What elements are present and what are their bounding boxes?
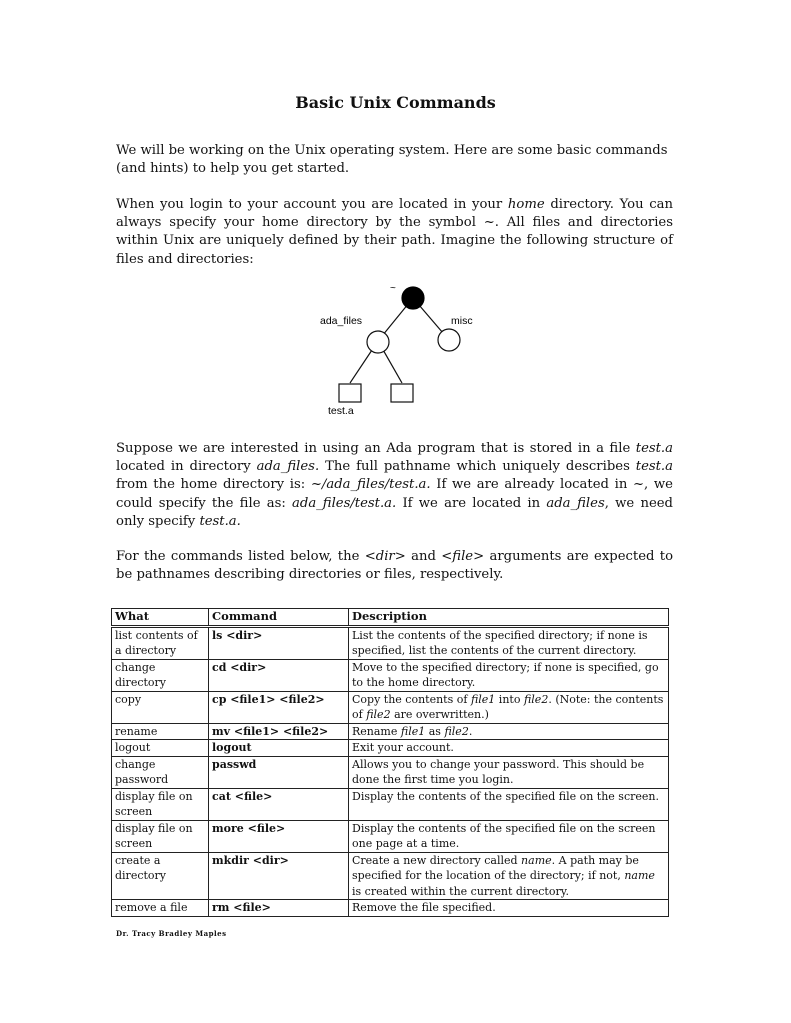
row-command: passwd: [209, 756, 349, 788]
page-title: Basic Unix Commands: [295, 93, 496, 112]
home-node: [402, 287, 424, 309]
row-description: Allows you to change your password. This should be done the first time you login.: [349, 756, 669, 788]
ada-files-label: ada_files: [320, 315, 363, 327]
row-description: Copy the contents of file1 into file2. (Note: the contents of file2 are overwritten.): [349, 691, 669, 723]
row-description: Move to the specified directory; if none is specified, go to the home directory.: [349, 659, 669, 691]
row-what: create a directory: [112, 852, 209, 900]
intro-paragraph: We will be working on the Unix operating system. Here are some basic commands (and hints) to help you get started.: [116, 143, 668, 177]
row-description: Display the contents of the specified file on the screen.: [349, 788, 669, 820]
header-command: Command: [209, 609, 349, 627]
row-what: change password: [112, 756, 209, 788]
commands-table: [111, 608, 669, 917]
arguments-paragraph: For the commands listed below, the <dir> and <file> arguments are expected to be pathnames describing directories or files, respectively.: [116, 549, 674, 583]
row-command: logout: [209, 740, 349, 757]
row-description: Display the contents of the specified file on the screen one page at a time.: [349, 820, 669, 852]
row-what: display file on screen: [112, 788, 209, 820]
author-footer: Dr. Tracy Bradley Maples: [116, 929, 227, 938]
test-a-file-node: [339, 384, 361, 402]
table-row: [112, 659, 669, 691]
table-row: [112, 852, 669, 900]
table-row: [112, 756, 669, 788]
table-row: [112, 740, 669, 757]
home-directory-paragraph: When you login to your account you are located in your home directory. You can always specify your home directory by the symbol ~. All files and directories within Unix are uniquely defined by their path. Imagine the following structure of files and directories:: [116, 197, 673, 267]
table-row: [112, 788, 669, 820]
row-command: mkdir <dir>: [209, 852, 349, 900]
row-what: list contents of a directory: [112, 626, 209, 659]
row-command: more <file>: [209, 820, 349, 852]
header-what: What: [112, 609, 209, 627]
table-header-row: [112, 609, 669, 627]
row-description: List the contents of the specified directory; if none is specified, list the contents of the current directory.: [349, 626, 669, 659]
row-what: logout: [112, 740, 209, 757]
directory-tree-diagram: [310, 280, 490, 425]
misc-label: misc: [451, 315, 473, 327]
row-command: rm <file>: [209, 900, 349, 917]
row-command: cd <dir>: [209, 659, 349, 691]
table-row: [112, 900, 669, 917]
row-command: ls <dir>: [209, 626, 349, 659]
ada-files-node: [367, 331, 389, 353]
row-command: cat <file>: [209, 788, 349, 820]
misc-node: [438, 329, 460, 351]
row-description: Remove the file specified.: [349, 900, 669, 917]
table-row: [112, 626, 669, 659]
row-description: Exit your account.: [349, 740, 669, 757]
row-command: mv <file1> <file2>: [209, 723, 349, 740]
row-what: copy: [112, 691, 209, 723]
table-row: [112, 820, 669, 852]
row-what: remove a file: [112, 900, 209, 917]
row-command: cp <file1> <file2>: [209, 691, 349, 723]
table-row: [112, 691, 669, 723]
root-label: ~: [390, 283, 396, 294]
test-a-label: test.a: [328, 405, 354, 417]
row-what: display file on screen: [112, 820, 209, 852]
row-description: Rename file1 as file2.: [349, 723, 669, 740]
pathname-paragraph: Suppose we are interested in using an Ada program that is stored in a file test.a located in directory ada_files. The full pathname which uniquely describes test.a from the home directory is: ~/ada_files/test.a. If we are already located in ~, we could specify the file as: ada_files/test.a. If we are located in ada_files, we need only specify test.a.: [116, 441, 674, 529]
header-description: Description: [349, 609, 669, 627]
row-what: change directory: [112, 659, 209, 691]
table-row: [112, 723, 669, 740]
file-node: [391, 384, 413, 402]
row-what: rename: [112, 723, 209, 740]
row-description: Create a new directory called name. A path may be specified for the location of the directory; if not, name is created within the current directory.: [349, 852, 669, 900]
